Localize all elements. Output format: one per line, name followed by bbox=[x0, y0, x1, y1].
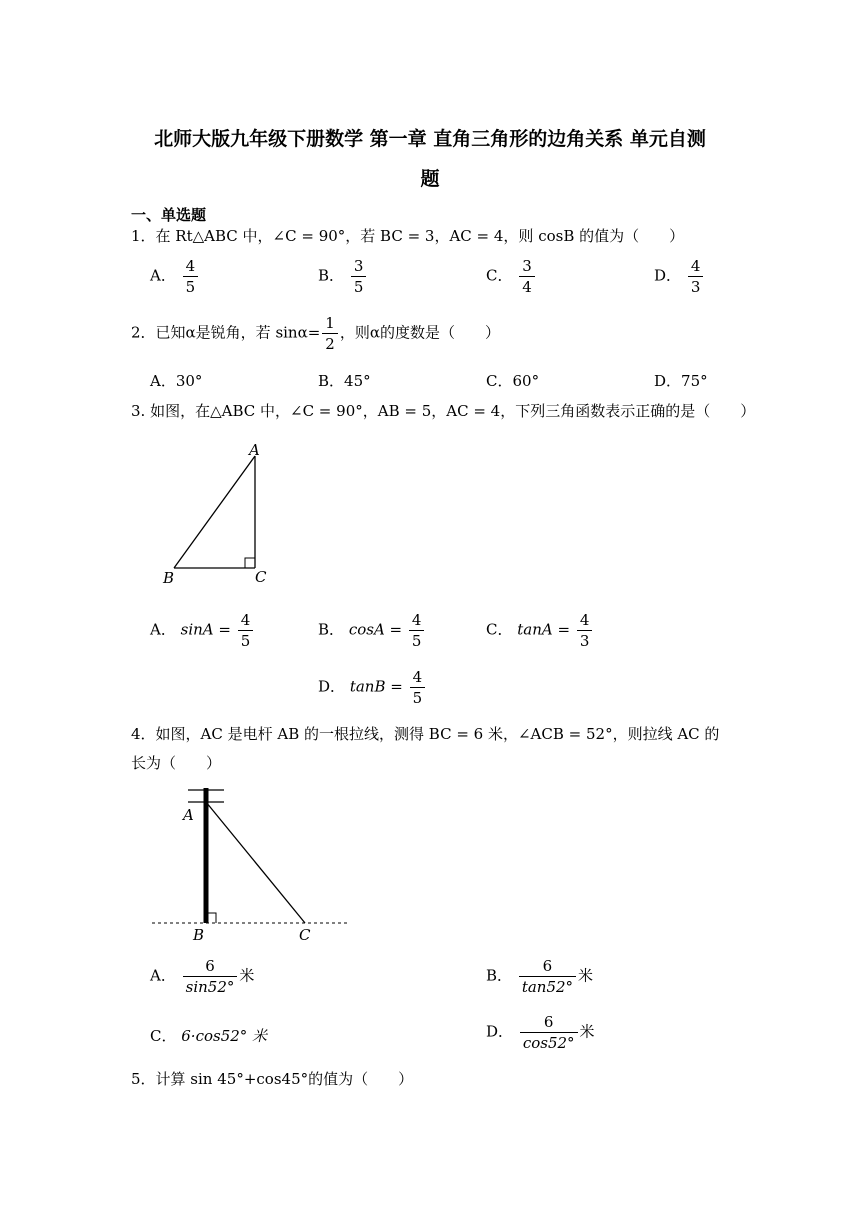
option-label: A． bbox=[150, 620, 176, 639]
option-label: A． bbox=[150, 966, 176, 985]
question-4-stem-line1: 4．如图，AC 是电杆 AB 的一根拉线，测得 BC = 6 米，∠ACB = 52°，则拉线 AC 的 bbox=[131, 725, 720, 743]
unit: 米 bbox=[579, 1022, 595, 1041]
vertex-label-b: B bbox=[163, 569, 175, 587]
q4-pole-figure bbox=[150, 782, 360, 947]
fraction: $\frac{4}{5}$ bbox=[183, 256, 199, 297]
q3-option-c[interactable] bbox=[486, 610, 594, 651]
q4-option-b[interactable] bbox=[486, 956, 593, 997]
vertex-label-b: B bbox=[193, 926, 205, 944]
q3-option-b[interactable] bbox=[318, 610, 426, 651]
fraction: $\frac{3}{4}$ bbox=[519, 256, 535, 297]
vertex-label-c: C bbox=[255, 568, 267, 586]
question-4-stem-line2: 长为（ ） bbox=[131, 754, 222, 772]
q4-option-c[interactable] bbox=[150, 1025, 267, 1046]
right-angle-mark bbox=[208, 913, 216, 923]
fraction: $\frac{4}{5}$ bbox=[409, 610, 425, 651]
q3-triangle-figure bbox=[150, 440, 290, 590]
vertex-label-c: C bbox=[299, 926, 311, 944]
q1-option-c[interactable] bbox=[486, 256, 537, 297]
q2-option-c[interactable]: C．60° bbox=[486, 372, 540, 390]
fraction: $\frac{6}{\sin 52^\circ}$ bbox=[183, 956, 238, 997]
fraction: $\frac{6}{\cos 52^\circ}$ bbox=[520, 1012, 578, 1053]
fraction: $\frac{6}{\tan 52^\circ}$ bbox=[519, 956, 576, 997]
q3-option-a[interactable] bbox=[150, 610, 255, 651]
option-label: A． bbox=[150, 266, 176, 285]
right-angle-mark bbox=[245, 558, 255, 568]
question-3-stem: 3. 如图，在△ABC 中，∠C = 90°，AB = 5，AC = 4，下列三角函数表示正确的是（ ） bbox=[131, 402, 756, 420]
unit: 米 bbox=[578, 966, 594, 985]
fraction: $\frac{4}{3}$ bbox=[688, 256, 704, 297]
expression: cosA = bbox=[348, 620, 403, 639]
q4-option-a[interactable] bbox=[150, 956, 254, 997]
expression: tanA = bbox=[517, 620, 571, 639]
q2-option-a[interactable]: A．30° bbox=[150, 372, 203, 390]
option-label: C． bbox=[150, 1027, 177, 1045]
q1-option-a[interactable] bbox=[150, 256, 200, 297]
option-label: C． bbox=[486, 266, 513, 285]
section-heading: 一、单选题 bbox=[131, 206, 207, 224]
vertex-label-a: A bbox=[183, 806, 194, 824]
q1-option-b[interactable] bbox=[318, 256, 368, 297]
question-2-stem: 2．已知α是锐角，若 sinα= $\frac{1}{2}$ ，则α的度数是（ ） bbox=[131, 314, 500, 353]
option-label: D． bbox=[654, 266, 682, 285]
q4-option-d[interactable] bbox=[486, 1012, 595, 1053]
q1-option-d[interactable] bbox=[654, 256, 705, 297]
option-label: D． bbox=[318, 677, 346, 696]
question-5-stem: 5．计算 sin 45°+cos45°的值为（ ） bbox=[131, 1070, 414, 1088]
document-title-continued: 题 bbox=[420, 168, 440, 190]
fraction: $\frac{4}{5}$ bbox=[410, 667, 426, 708]
document-title: 北师大版九年级下册数学 第一章 直角三角形的边角关系 单元自测 bbox=[154, 128, 706, 150]
q2-option-b[interactable]: B．45° bbox=[318, 372, 371, 390]
fraction: $\frac{4}{3}$ bbox=[577, 610, 593, 651]
question-1-stem: 1．在 Rt△ABC 中，∠C = 90°，若 BC = 3，AC = 4，则 cosB 的值为（ ） bbox=[131, 227, 685, 245]
q2-option-d[interactable]: D．75° bbox=[654, 372, 708, 390]
expression: sinA = bbox=[180, 620, 231, 639]
guy-wire-ac bbox=[206, 802, 305, 923]
option-label: C． bbox=[486, 620, 513, 639]
expression: 6·cos52° 米 bbox=[181, 1027, 268, 1045]
fraction: $\frac{1}{2}$ bbox=[322, 313, 338, 354]
expression: tanB = bbox=[349, 677, 403, 696]
vertex-label-a: A bbox=[249, 441, 260, 459]
side-ab bbox=[174, 456, 255, 568]
fraction: $\frac{4}{5}$ bbox=[238, 610, 254, 651]
option-label: D． bbox=[486, 1022, 514, 1041]
fraction: $\frac{3}{5}$ bbox=[351, 256, 367, 297]
q3-option-d[interactable] bbox=[318, 667, 427, 708]
unit: 米 bbox=[239, 966, 255, 985]
option-label: B． bbox=[486, 966, 513, 985]
option-label: B． bbox=[318, 266, 345, 285]
option-label: B． bbox=[318, 620, 345, 639]
